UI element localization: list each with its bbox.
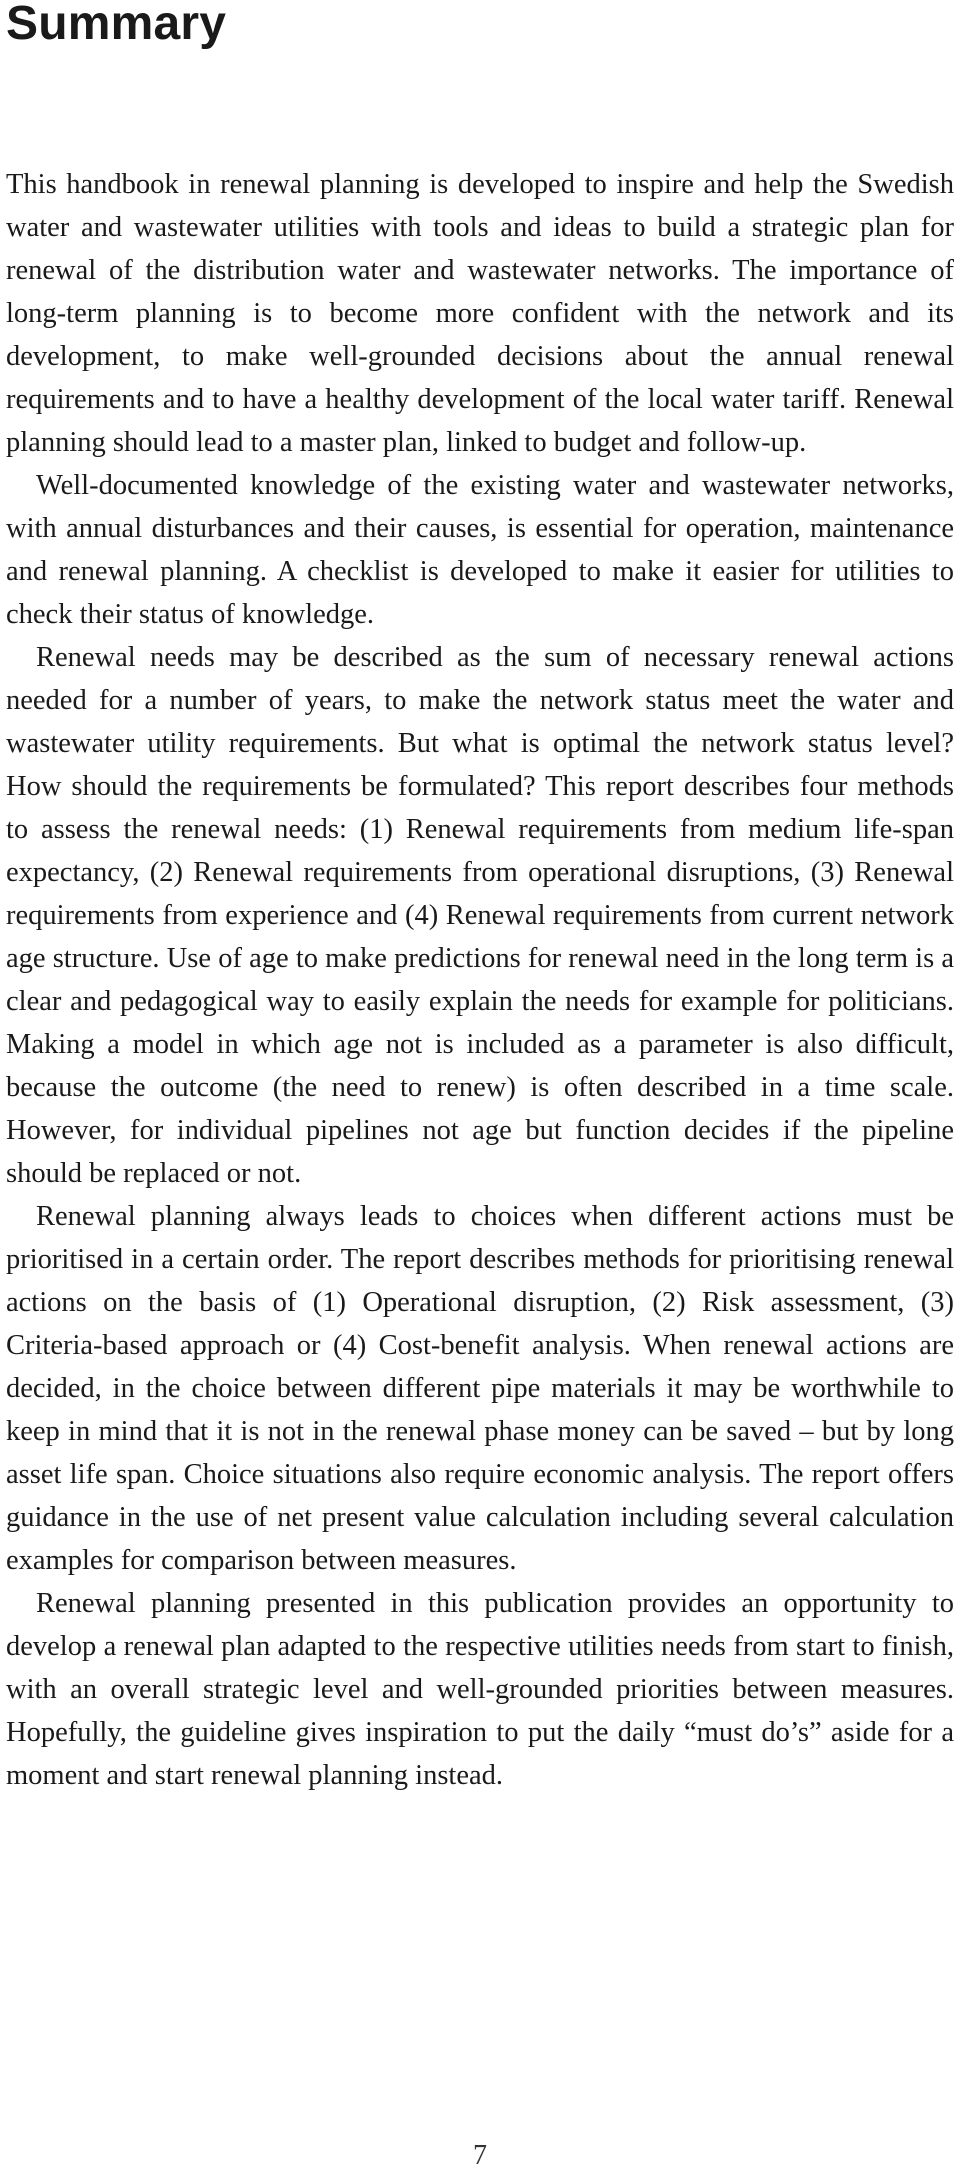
page-title: Summary <box>6 0 227 50</box>
paragraph-intro: This handbook in renewal planning is developed to inspire and help the Swedish water and wastewater utilities with tools and ideas to build a strategic plan for renewal of the distribution water and wastewater networks. The importance of long-term planning is to become more confident with the network and its development, to make well-grounded decisions about the annual renewal requirements and to have a healthy development of the local water tariff. Renewal planning should lead to a master plan, linked to budget and follow-up. <box>6 169 954 458</box>
summary-body <box>6 163 954 1797</box>
paragraph-prioritisation: Renewal planning always leads to choices when different actions must be prioritised in a certain order. The report describes methods for prioritising renewal actions on the basis of (1) Operational disruption, (2) Risk assessment, (3) Criteria-based approach or (4) Cost-benefit analysis. When renewal actions are decided, in the choice between different pipe materials it may be worthwhile to keep in mind that it is not in the renewal phase money can be saved – but by long asset life span. Choice situations also require economic analysis. The report offers guidance in the use of net present value calculation including several calculation examples for comparison between measures. <box>6 1201 954 1576</box>
paragraph-conclusion: Renewal planning presented in this publication provides an opportunity to develop a renewal plan adapted to the respective utilities needs from start to finish, with an overall strategic level and well-grounded priorities between measures. Hopefully, the guideline gives inspiration to put the daily “must do’s” aside for a moment and start renewal planning instead. <box>6 1588 954 1791</box>
page-number: 7 <box>473 2140 487 2171</box>
paragraph-knowledge: Well-documented knowledge of the existing water and wastewater networks, with annual disturbances and their causes, is essential for operation, maintenance and renewal planning. A checklist is developed to make it easier for utilities to check their status of knowledge. <box>6 470 954 630</box>
paragraph-renewal-needs: Renewal needs may be described as the sum of necessary renewal actions needed for a number of years, to make the network status meet the water and wastewater utility requirements. But what is optimal the network status level? How should the requirements be formulated? This report describes four methods to assess the renewal needs: (1) Renewal requirements from medium life-span expectancy, (2) Renewal requirements from operational disruptions, (3) Renewal requirements from experience and (4) Renewal requirements from current network age structure. Use of age to make predictions for renewal need in the long term is a clear and pedagogical way to easily explain the needs for example for politicians. Making a model in which age not is included as a parameter is also difficult, because the outcome (the need to renew) is often described in a time scale. However, for individual pipelines not age but function decides if the pipeline should be replaced or not. <box>6 642 954 1189</box>
